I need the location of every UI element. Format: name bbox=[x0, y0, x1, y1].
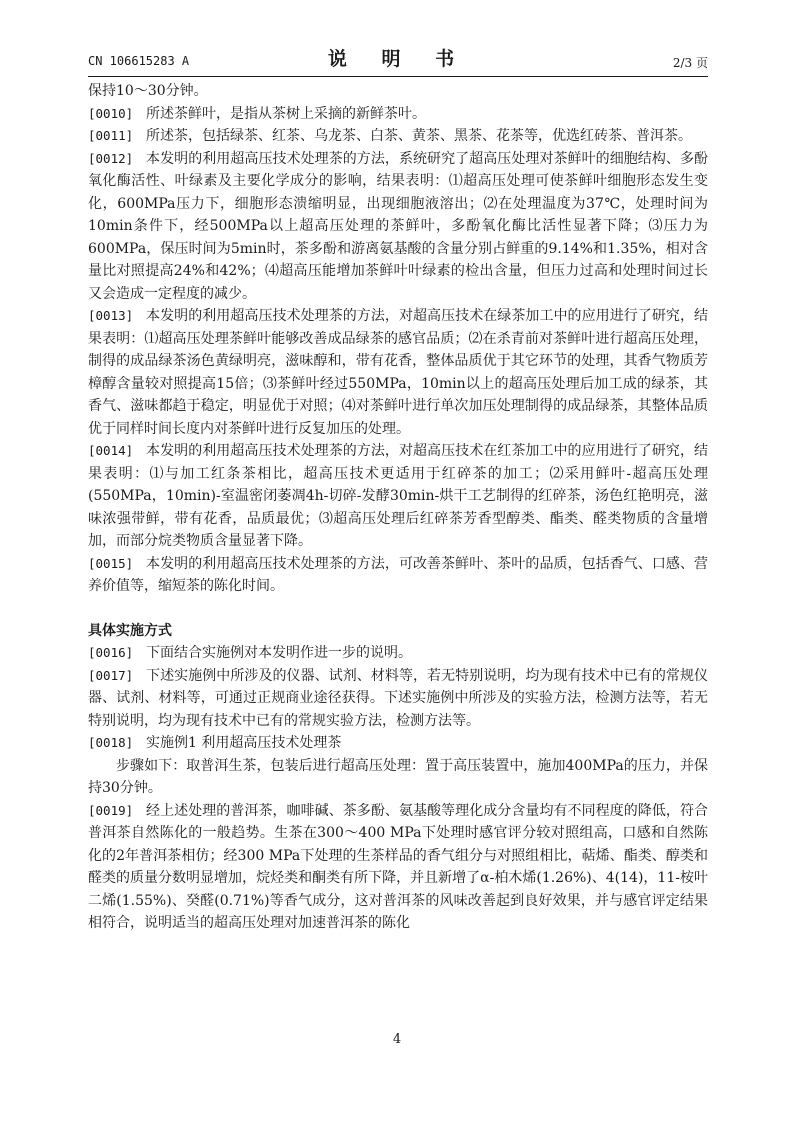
patent-number: CN 106615283 A bbox=[88, 54, 190, 68]
paragraph: [0017] 下述实施例中所涉及的仪器、试剂、材料等，若无特别说明，均为现有技术中已有的常规仪器、试剂、材料等，可通过正规商业途径获得。下述实施例中所涉及的实验方法，检测方法等，若无特别说明，均为现有技术中已有的常规实验方法，检测方法等。 bbox=[88, 665, 708, 733]
paragraph: [0011] 所述茶，包括绿茶、红茶、乌龙茶、白茶、黄茶、黑茶、花茶等，优选红砖茶、普洱茶。 bbox=[88, 125, 708, 148]
paragraph: [0010] 所述茶鲜叶，是指从茶树上采摘的新鲜茶叶。 bbox=[88, 103, 708, 126]
paragraph-number: [0013] bbox=[88, 308, 134, 323]
paragraph-number: [0012] bbox=[88, 150, 134, 166]
paragraph-number: [0015] bbox=[88, 555, 134, 571]
paragraph: [0015] 本发明的利用超高压技术处理茶的方法，可改善茶鲜叶、茶叶的品质，包括香气、口感、营养价值等，缩短茶的陈化时间。 bbox=[88, 553, 708, 598]
paragraph-number: [0018] bbox=[88, 735, 134, 750]
paragraph-number: [0016] bbox=[88, 645, 134, 660]
paragraph-number: [0010] bbox=[88, 105, 134, 121]
header-rule bbox=[88, 76, 708, 77]
document-title: 说 明 书 bbox=[327, 48, 469, 70]
paragraph-number: [0019] bbox=[88, 802, 134, 818]
paragraph-number: [0011] bbox=[88, 128, 134, 143]
paragraph: [0018] 实施例1 利用超高压技术处理茶 bbox=[88, 732, 708, 755]
page-number: 4 bbox=[392, 1032, 402, 1047]
paragraph: [0014] 本发明的利用超高压技术处理茶的方法，对超高压技术在红茶加工中的应用进行了研究，结果表明：⑴与加工红条茶相比，超高压技术更适用于红碎茶的加工；⑵采用鲜叶-超高压处理(550MPa，10min)-室温密闭萎凋4h-切碎-发酵30min-烘干工艺制得的红碎茶，汤色红艳明亮，滋味浓强带鲜，带有花香，品质最优；⑶超高压处理后红碎茶芳香型醇类、酯类、醛类物质的含量增加，而部分烷类物质含量显著下降。 bbox=[88, 440, 708, 553]
paragraph: 保持10～30分钟。 bbox=[88, 83, 208, 99]
paragraph: [0013] 本发明的利用超高压技术处理茶的方法，对超高压技术在绿茶加工中的应用进行了研究，结果表明：⑴超高压处理茶鲜叶能够改善成品绿茶的感官品质；⑵在杀青前对茶鲜叶进行超高压处理，制得的成品绿茶汤色黄绿明亮，滋味醇和，带有花香，整体品质优于其它环节的处理，其香气物质芳樟醇含量较对照提高15倍；⑶茶鲜叶经过550MPa，10min以上的超高压处理后加工成的绿茶，其香气、滋味都趋于稳定，明显优于对照；⑷对茶鲜叶进行单次加压处理制得的成品绿茶，其整体品质优于同样时间长度内对茶鲜叶进行反复加压的处理。 bbox=[88, 305, 708, 440]
page-indicator: 2/3 页 bbox=[672, 56, 708, 70]
paragraph: [0016] 下面结合实施例对本发明作进一步的说明。 bbox=[88, 642, 708, 665]
section-heading: 具体实施方式 bbox=[88, 622, 172, 639]
paragraph-number: [0014] bbox=[88, 443, 134, 458]
paragraph: [0012] 本发明的利用超高压技术处理茶的方法，系统研究了超高压处理对茶鲜叶的细胞结构、多酚氧化酶活性、叶绿素及主要化学成分的影响，结果表明：⑴超高压处理可使茶鲜叶细胞形态发生变化，600MPa压力下，细胞形态溃缩明显，出现细胞液溶出；⑵在处理温度为37℃，处理时间为10min条件下，经500MPa以上超高压处理的茶鲜叶，多酚氧化酶比活性显著下降；⑶压力为600MPa，保压时间为5min时，茶多酚和游离氨基酸的含量分别占鲜重的9.14%和1.35%，相对含量比对照提高24%和42%；⑷超高压能增加茶鲜叶叶绿素的检出含量，但压力过高和处理时间过长又会造成一定程度的减少。 bbox=[88, 148, 708, 306]
paragraph: [0019] 经上述处理的普洱茶，咖啡碱、茶多酚、氨基酸等理化成分含量均有不同程度的降低，符合普洱茶自然陈化的一般趋势。生茶在300～400 MPa下处理时感官评分较对照组高，口感和自然陈化的2年普洱茶相仿；经300 MPa下处理的生茶样品的香气组分与对照组相比，萜烯、酯类、醇类和醛类的质量分数明显增加，烷烃类和酮类有所下降，并且新增了α-柏木烯(1.26%)、4(14)，11-桉叶二烯(1.55%)、癸醛(0.71%)等香气成分，这对普洱茶的风味改善起到良好效果，并与感官评定结果相符合，说明适当的超高压处理对加速普洱茶的陈化 bbox=[88, 800, 708, 935]
page-header bbox=[88, 44, 708, 74]
paragraph-number: [0017] bbox=[88, 667, 134, 683]
step-paragraph: 步骤如下：取普洱生茶，包装后进行超高压处理：置于高压装置中，施加400MPa的压力，并保持30分钟。 bbox=[88, 757, 708, 796]
document-body bbox=[88, 80, 708, 935]
